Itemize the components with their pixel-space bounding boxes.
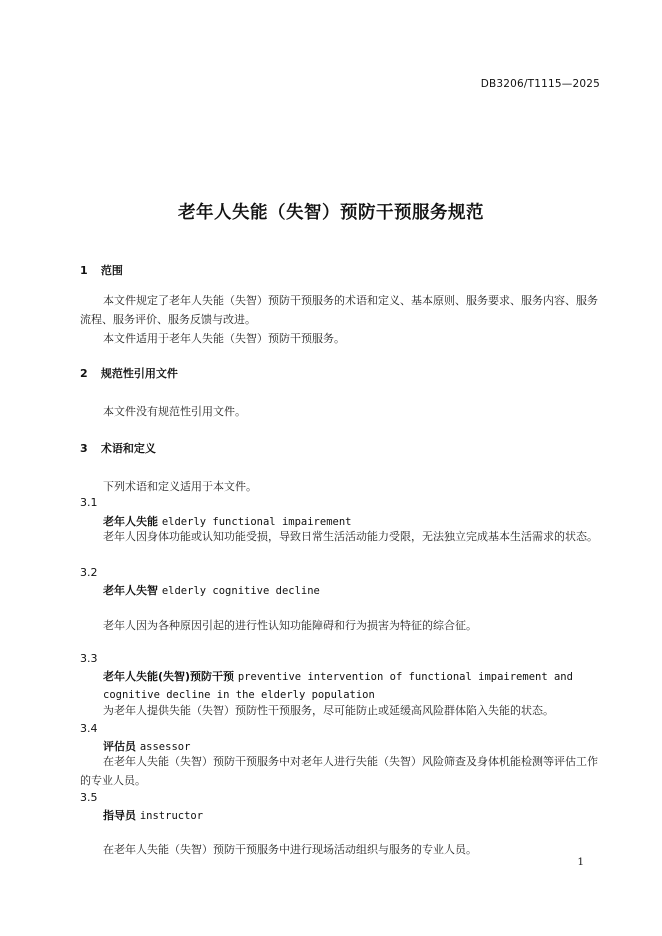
term-zh: 老年人失能 — [103, 515, 158, 528]
section-title: 术语和定义 — [100, 442, 156, 455]
term-zh: 评估员 — [103, 740, 136, 753]
term-en: elderly functional impairement — [161, 516, 352, 528]
term-definition: 在老年人失能（失智）预防干预服务中进行现场活动组织与服务的专业人员。 — [103, 843, 477, 856]
term-definition: 在老年人失能（失智）预防干预服务中对老年人进行失能（失智）风险筛查及身体机能检测等评估工作的专业人员。 — [80, 755, 598, 787]
term-heading — [103, 668, 600, 704]
section-number: 3 — [80, 442, 88, 455]
term-number: 3.1 — [80, 496, 98, 509]
section-3-heading — [80, 440, 156, 456]
section-2-paragraph-1: 本文件没有规范性引用文件。 — [103, 405, 246, 418]
term-number: 3.4 — [80, 722, 98, 735]
document-title: 老年人失能（失智）预防干预服务规范 — [178, 203, 484, 223]
term-number: 3.3 — [80, 652, 98, 665]
term-definition: 老年人因身体功能或认知功能受损，导致日常生活活动能力受限，无法独立完成基本生活需求的状态。 — [103, 530, 598, 543]
term-definition: 老年人因为各种原因引起的进行性认知功能障碍和行为损害为特征的综合征。 — [103, 619, 477, 632]
section-number: 2 — [80, 367, 88, 380]
document-number: DB3206/T1115—2025 — [480, 78, 600, 90]
section-1-heading — [80, 262, 123, 278]
section-number: 1 — [80, 264, 88, 277]
term-heading — [103, 582, 600, 600]
section-1-paragraph-1: 本文件规定了老年人失能（失智）预防干预服务的术语和定义、基本原则、服务要求、服务内容、服务流程、服务评价、服务反馈与改进。 — [80, 294, 598, 326]
page-number: 1 — [577, 856, 584, 868]
section-1-paragraph-2: 本文件适用于老年人失能（失智）预防干预服务。 — [103, 332, 345, 345]
section-title: 范围 — [100, 264, 123, 277]
term-number: 3.2 — [80, 566, 98, 579]
section-2-heading — [80, 365, 178, 381]
term-en: instructor — [139, 810, 204, 822]
section-3-intro: 下列术语和定义适用于本文件。 — [103, 480, 257, 493]
term-en: preventive intervention of functional impairement and cognitive decline in the elderly population — [103, 671, 573, 701]
term-en: elderly cognitive decline — [161, 585, 320, 597]
term-definition: 为老年人提供失能（失智）预防性干预服务，尽可能防止或延缓高风险群体陷入失能的状态。 — [103, 704, 554, 717]
term-heading — [103, 807, 600, 825]
term-zh: 老年人失智 — [103, 584, 158, 597]
section-title: 规范性引用文件 — [100, 367, 178, 380]
term-en: assessor — [139, 741, 191, 753]
term-number: 3.5 — [80, 791, 98, 804]
term-zh: 指导员 — [103, 809, 136, 822]
term-zh: 老年人失能(失智)预防干预 — [103, 670, 235, 683]
